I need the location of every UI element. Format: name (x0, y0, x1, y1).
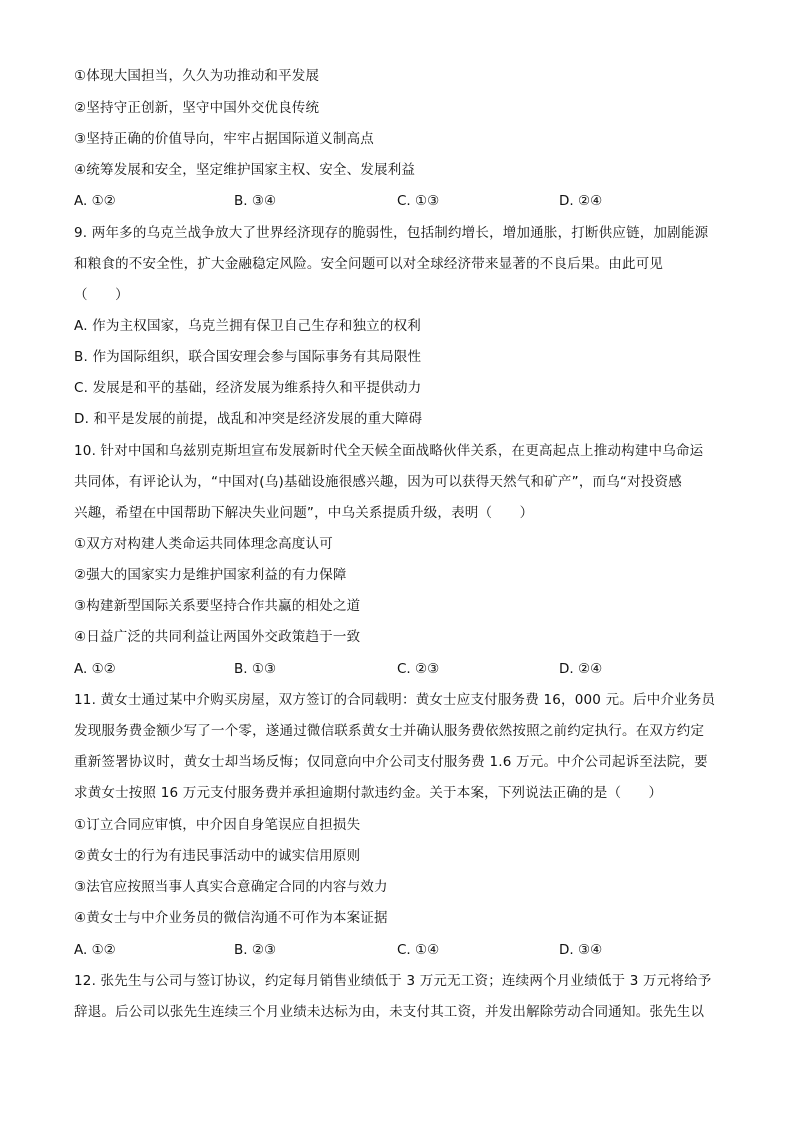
q9-stem-line-1: 9. 两年多的乌克兰战争放大了世界经济现存的脆弱性，包括制约增长，增加通胀，打断供应链，加剧能源 (74, 225, 709, 241)
q12-stem-line-1: 12. 张先生与公司与签订协议，约定每月销售业绩低于 3 万元无工资；连续两个月业绩低于 3 万元将给予 (74, 973, 712, 989)
q8-statement-4: ④统筹发展和安全，坚定维护国家主权、安全、发展利益 (74, 162, 416, 178)
q9-choice-b: B. 作为国际组织，联合国安理会参与国际事务有其局限性 (74, 349, 422, 365)
q11-statement-1: ①订立合同应审慎，中介因自身笔误应自担损失 (74, 817, 361, 833)
q10-statement-4: ④日益广泛的共同利益让两国外交政策趋于一致 (74, 629, 361, 645)
q9-choice-c: C. 发展是和平的基础，经济发展为维系持久和平提供动力 (74, 380, 422, 396)
q8-statement-1: ①体现大国担当，久久为功推动和平发展 (74, 68, 320, 84)
q12-stem-line-2: 辞退。后公司以张先生连续三个月业绩未达标为由，未支付其工资，并发出解除劳动合同通知。张先生以 (74, 1004, 705, 1020)
q10-statement-3: ③构建新型国际关系要坚持合作共赢的相处之道 (74, 598, 361, 614)
q10-option-b: B. ①③ (234, 661, 277, 677)
q9-answer-bracket: （ ） (74, 287, 129, 303)
q11-statement-3: ③法官应按照当事人真实合意确定合同的内容与效力 (74, 879, 388, 895)
q11-stem-line-3: 重新签署协议时，黄女士却当场反悔；仅同意向中介公司支付服务费 1.6 万元。中介公司起诉至法院，要 (74, 754, 708, 770)
q8-option-a: A. ①② (74, 193, 116, 209)
q10-stem-line-3: 兴趣，希望在中国帮助下解决失业问题”，中乌关系提质升级，表明（ ） (74, 505, 534, 521)
q9-stem-line-2: 和粮食的不安全性，扩大金融稳定风险。安全问题可以对全球经济带来显著的不良后果。由此可见 (74, 256, 664, 272)
q8-option-d: D. ②④ (559, 193, 603, 209)
q9-choice-d: D. 和平是发展的前提，战乱和冲突是经济发展的重大障碍 (74, 411, 423, 427)
q8-statement-2: ②坚持守正创新，坚守中国外交优良传统 (74, 100, 320, 116)
q10-option-a: A. ①② (74, 661, 116, 677)
q10-option-c: C. ②③ (397, 661, 440, 677)
q10-option-d: D. ②④ (559, 661, 603, 677)
q10-options (74, 659, 724, 679)
q8-statement-3: ③坚持正确的价值导向，牢牢占据国际道义制高点 (74, 131, 375, 147)
q11-statement-2: ②黄女士的行为有违民事活动中的诚实信用原则 (74, 848, 361, 864)
q11-stem-line-4: 求黄女士按照 16 万元支付服务费并承担逾期付款违约金。关于本案，下列说法正确的是（ ） (74, 785, 663, 801)
q10-stem-line-1: 10. 针对中国和乌兹别克斯坦宣布发展新时代全天候全面战略伙伴关系，在更高起点上推动构建中乌命运 (74, 443, 704, 459)
q8-option-b: B. ③④ (234, 193, 277, 209)
q11-option-d: D. ③④ (559, 942, 603, 958)
q11-option-c: C. ①④ (397, 942, 440, 958)
q11-stem-line-2: 发现服务费金额少写了一个零，遂通过微信联系黄女士并确认服务费依然按照之前约定执行。在双方约定 (74, 723, 705, 739)
q11-option-a: A. ①② (74, 942, 116, 958)
q8-option-c: C. ①③ (397, 193, 440, 209)
q11-option-b: B. ②③ (234, 942, 277, 958)
q11-options (74, 940, 724, 960)
q10-statement-1: ①双方对构建人类命运共同体理念高度认可 (74, 536, 333, 552)
q10-stem-line-2: 共同体，有评论认为，“中国对(乌)基础设施很感兴趣，因为可以获得天然气和矿产”，而乌“对投资感 (74, 474, 682, 490)
q9-choice-a: A. 作为主权国家，乌克兰拥有保卫自己生存和独立的权利 (74, 318, 421, 334)
q11-statement-4: ④黄女士与中介业务员的微信沟通不可作为本案证据 (74, 910, 388, 926)
q10-statement-2: ②强大的国家实力是维护国家利益的有力保障 (74, 567, 347, 583)
q8-options (74, 191, 724, 211)
q11-stem-line-1: 11. 黄女士通过某中介购买房屋，双方签订的合同载明：黄女士应支付服务费 16，000 元。后中介业务员 (74, 692, 716, 708)
